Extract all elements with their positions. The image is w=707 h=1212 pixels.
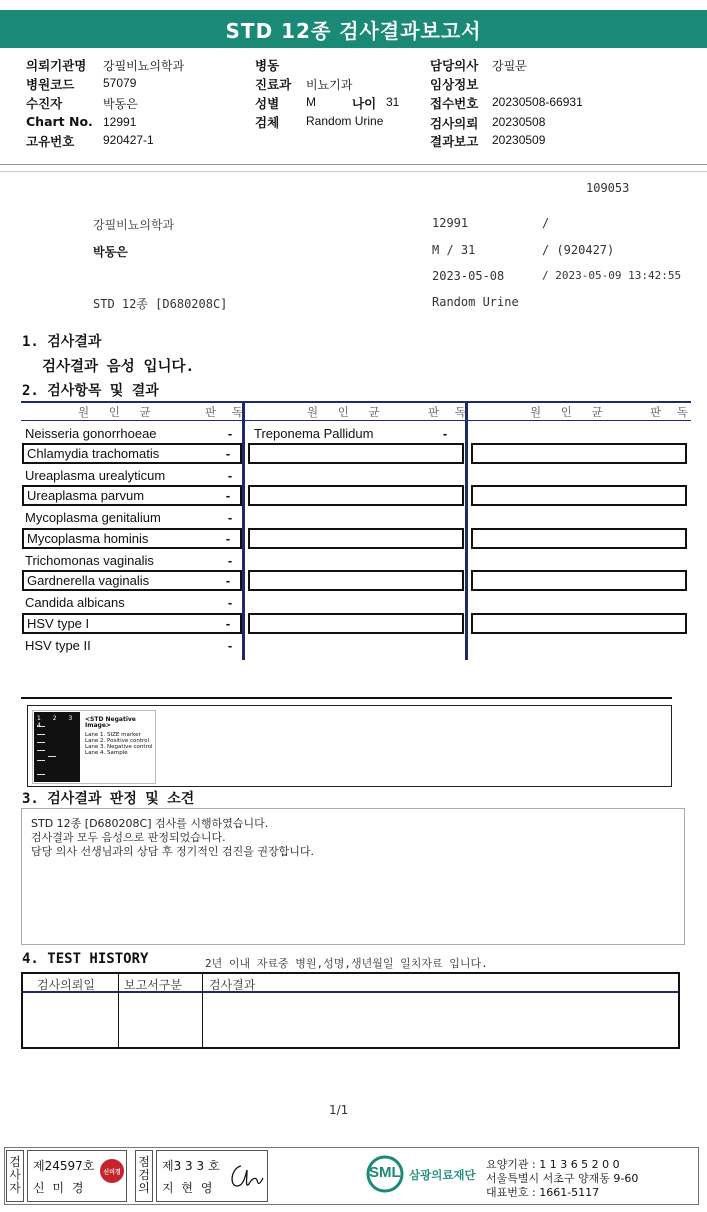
result-row: [22, 550, 242, 571]
col-result-header: 판 독: [205, 405, 249, 419]
organism-result: -: [225, 616, 231, 631]
organism-result: -: [442, 426, 448, 441]
patient-value: 박동은: [103, 97, 138, 111]
gel-frame-rule: [21, 697, 672, 699]
empty-result-box: [248, 443, 464, 464]
gel-dark-area: [34, 712, 80, 782]
request-date-value: 20230508: [492, 115, 546, 129]
gel-band: [37, 734, 45, 735]
request-date-label: 검사의뢰: [430, 116, 479, 131]
report-title-banner: [0, 10, 707, 48]
gel-lane-numbers: 1 2 3: [37, 715, 78, 722]
organism-name: Gardnerella vaginalis: [27, 573, 150, 588]
result-row: [22, 423, 242, 444]
label-slash: /: [542, 216, 550, 230]
col-organism-header: 원 인 균: [307, 405, 388, 419]
tester-label-text: 검사자: [9, 1155, 21, 1195]
dept-label: 진료과: [255, 77, 292, 92]
sex-value: M: [306, 95, 316, 109]
result-row: [22, 465, 242, 486]
page-number: 1/1: [329, 1103, 349, 1117]
institution-label: 의뢰기관명: [26, 58, 87, 73]
age-label: 나이: [352, 96, 377, 111]
empty-result-box: [248, 485, 464, 506]
gel-caption-title: <STD Negative Image>: [85, 716, 136, 729]
col-result-header: 판 독: [428, 405, 472, 419]
gel-band: [37, 774, 45, 775]
result-row: [22, 507, 242, 528]
gel-band: [37, 726, 45, 727]
org-name: 삼광의료재단: [409, 1168, 476, 1182]
empty-result-box: [248, 613, 464, 634]
result-row: [22, 592, 242, 613]
gel-band: [48, 756, 56, 757]
empty-result-box: [471, 443, 687, 464]
checker-label: [135, 1150, 153, 1202]
gel-legend-item: Lane 3. Negative control: [85, 744, 153, 750]
organism-result: -: [225, 488, 231, 503]
gel-band: [37, 750, 45, 751]
ward-label: 병동: [255, 58, 280, 73]
provider-number: 요양기관 : 1 1 3 6 5 2 0 0: [486, 1158, 620, 1171]
organism-result: -: [225, 446, 231, 461]
header-divider-2: [0, 171, 707, 172]
organism-result: -: [227, 595, 233, 610]
receipt-label: 접수번호: [430, 96, 479, 111]
unique-no-label: 고유번호: [26, 134, 75, 149]
result-row: [251, 423, 457, 444]
organism-name: Mycoplasma genitalium: [25, 510, 161, 525]
report-date-label: 결과보고: [430, 134, 479, 149]
org-address: 서울특별시 서초구 양재동 9-60: [486, 1172, 639, 1185]
result-row: [22, 485, 242, 506]
empty-result-box: [248, 528, 464, 549]
col-result-header: 판 독: [650, 405, 694, 419]
empty-result-box: [471, 485, 687, 506]
history-col-result: 검사결과: [209, 978, 256, 992]
history-column-divider: [202, 974, 203, 1047]
history-col-type: 보고서구분: [124, 978, 182, 992]
empty-result-box: [471, 528, 687, 549]
gel-caption: [85, 717, 155, 756]
organism-name: HSV type I: [27, 616, 90, 631]
hospital-code-value: 57079: [103, 76, 137, 90]
sex-label: 성별: [255, 96, 280, 111]
opinion-line: 검사결과 모두 음성으로 판정되었습니다.: [31, 831, 226, 844]
label-sex-age: M / 31: [432, 243, 476, 257]
organism-result: -: [227, 468, 233, 483]
label-report-datetime: / 2023-05-09 13:42:55: [542, 269, 682, 282]
section1-title: 1. 검사결과: [22, 334, 102, 350]
history-col-date: 검사의뢰일: [37, 978, 95, 992]
result-row: [22, 635, 242, 656]
gel-legend-item: Lane 2. Positive control: [85, 738, 150, 744]
chart-label: Chart No.: [26, 114, 93, 129]
result-row: [22, 443, 242, 464]
gel-electrophoresis-image: [32, 710, 156, 784]
label-specimen: Random Urine: [432, 295, 519, 309]
empty-result-box: [248, 570, 464, 591]
receipt-value: 20230508-66931: [492, 95, 583, 109]
header-divider: [0, 164, 707, 165]
label-chart: 12991: [432, 216, 469, 230]
tester-license: 제24597호: [33, 1159, 95, 1173]
result-summary: 검사결과 음성 입니다.: [42, 359, 195, 375]
label-clinic: 강필비뇨의학과: [93, 218, 175, 232]
organism-result: -: [227, 426, 233, 441]
organism-name: Ureaplasma urealyticum: [25, 468, 166, 483]
grid-top-rule: [21, 401, 691, 403]
history-column-divider: [118, 974, 119, 1047]
organism-name: Treponema Pallidum: [254, 426, 374, 441]
result-row: [22, 570, 242, 591]
tester-seal-stamp: [100, 1159, 124, 1183]
section4-title: 4. TEST HISTORY: [22, 951, 149, 967]
organism-result: -: [227, 510, 233, 525]
label-test-code: STD 12종 [D680208C]: [93, 297, 228, 311]
specimen-label: 검체: [255, 115, 280, 130]
gel-legend-item: Lane 1. SIZE marker: [85, 732, 141, 738]
result-row: [22, 613, 242, 634]
checker-license: 제3 3 3 호: [162, 1159, 220, 1173]
grid-header-rule: [21, 420, 691, 421]
organism-result: -: [227, 638, 233, 653]
label-birth: / (920427): [542, 243, 615, 257]
col-organism-header: 원 인 균: [78, 405, 159, 419]
organism-name: HSV type II: [25, 638, 91, 653]
dept-value: 비뇨기과: [306, 78, 353, 92]
result-row: [22, 528, 242, 549]
organism-result: -: [227, 553, 233, 568]
doctor-label: 담당의사: [430, 58, 479, 73]
organism-name: Ureaplasma parvum: [27, 488, 145, 503]
organism-result: -: [225, 573, 231, 588]
history-table: [21, 972, 680, 1049]
gel-band: [37, 742, 45, 743]
label-code: 109053: [586, 181, 630, 195]
checker-name: 지 현 영: [162, 1181, 215, 1195]
org-abbr: SML: [369, 1164, 401, 1181]
section3-title: 3. 검사결과 판정 및 소견: [22, 791, 195, 807]
patient-label: 수진자: [26, 96, 63, 111]
organism-name: Chlamydia trachomatis: [27, 446, 160, 461]
specimen-value: Random Urine: [306, 114, 384, 128]
grid-column-divider: [465, 401, 468, 660]
doctor-value: 강필문: [492, 59, 527, 73]
history-header-row: [23, 974, 678, 993]
hospital-code-label: 병원코드: [26, 77, 75, 92]
institution-value: 강필비뇨의학과: [103, 59, 185, 73]
tester-name: 신 미 경: [33, 1181, 86, 1195]
organism-name: Candida albicans: [25, 595, 125, 610]
empty-result-box: [471, 613, 687, 634]
opinion-line: STD 12종 [D680208C] 검사를 시행하였습니다.: [31, 817, 269, 830]
grid-column-divider: [242, 401, 245, 660]
org-phone: 대표번호 : 1661-5117: [486, 1186, 600, 1199]
checker-label-text: 점검의: [138, 1155, 150, 1195]
tester-label: [6, 1150, 24, 1202]
report-title: STD 12종 검사결과보고서: [225, 18, 482, 43]
gel-legend-item: Lane 4. Sample: [85, 750, 128, 756]
organism-name: Trichomonas vaginalis: [25, 553, 154, 568]
label-name: 박동은: [93, 245, 128, 259]
age-value: 31: [386, 95, 400, 109]
checker-signature: [225, 1158, 265, 1194]
tester-stamp-text: 신미경: [103, 1168, 121, 1176]
section2-title: 2. 검사항목 및 결과: [22, 383, 159, 399]
organism-name: Mycoplasma hominis: [27, 531, 149, 546]
chart-value: 12991: [103, 115, 137, 129]
opinion-line: 담당 의사 선생님과의 상담 후 정기적인 검진을 권장합니다.: [31, 845, 314, 858]
organism-result: -: [225, 531, 231, 546]
history-note: 2년 이내 자료중 병원,성명,생년월일 일치자료 입니다.: [205, 957, 488, 970]
empty-result-box: [471, 570, 687, 591]
col-organism-header: 원 인 균: [530, 405, 611, 419]
unique-no-value: 920427-1: [103, 133, 154, 147]
gel-band: [37, 760, 45, 761]
label-collect-date: 2023-05-08: [432, 269, 505, 283]
opinion-box: [21, 808, 685, 945]
clinical-info-label: 임상정보: [430, 77, 479, 92]
organism-name: Neisseria gonorrhoeae: [25, 426, 157, 441]
report-date-value: 20230509: [492, 133, 546, 147]
